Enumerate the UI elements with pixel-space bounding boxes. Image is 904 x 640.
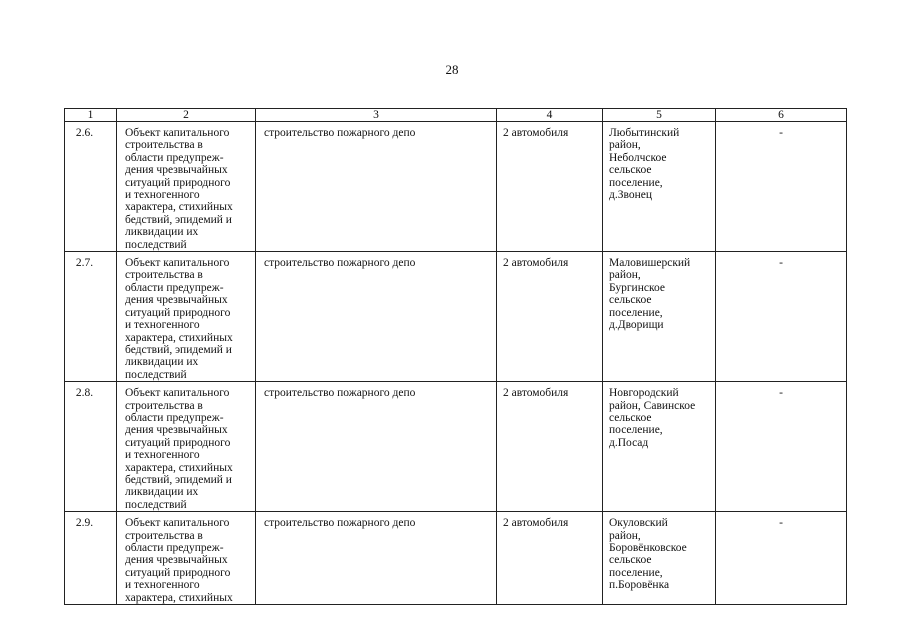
object-description-line: последствий: [125, 368, 187, 381]
location-line: поселение,: [609, 566, 663, 579]
location-line: д.Звонец: [609, 189, 653, 202]
object-description-line: характера, стихийных: [125, 201, 233, 214]
location: [603, 382, 716, 512]
table-row: [65, 252, 847, 382]
column-6-value: -: [716, 382, 847, 512]
quantity: 2 автомобиля: [497, 252, 603, 382]
object-description-line: ситуаций природного: [125, 566, 231, 579]
column-6-value: -: [716, 512, 847, 605]
table-row: [65, 382, 847, 512]
table-body: [65, 122, 847, 605]
location-line: поселение,: [609, 176, 663, 189]
object-description-line: ликвидации их: [125, 486, 199, 499]
object-description-line: строительства в: [125, 399, 203, 412]
object-description: [117, 252, 256, 382]
work-type: строительство пожарного депо: [256, 252, 497, 382]
work-type: строительство пожарного депо: [256, 122, 497, 252]
location-line: д.Посад: [609, 436, 649, 449]
object-description-line: строительства в: [125, 269, 203, 282]
object-description-line: области предупреж-: [125, 542, 224, 554]
object-description-line: ситуаций природного: [125, 306, 231, 319]
location-line: сельское: [609, 554, 652, 567]
location-line: Боровёнковское: [609, 542, 687, 554]
header-col-1: 1: [65, 109, 117, 122]
object-description-line: Объект капитального: [125, 127, 230, 139]
location-line: Окуловский: [609, 517, 668, 530]
location-line: Маловишерский: [609, 257, 691, 270]
table-row: [65, 512, 847, 605]
object-description-line: ситуаций природного: [125, 436, 231, 449]
object-description-line: области предупреж-: [125, 151, 224, 164]
location: [603, 122, 716, 252]
data-table: [64, 108, 847, 605]
header-col-6: 6: [716, 109, 847, 122]
object-description-line: Объект капитального: [125, 257, 230, 270]
header-col-5: 5: [603, 109, 716, 122]
object-description-line: строительства в: [125, 529, 203, 542]
object-description-line: характера, стихийных: [125, 331, 233, 344]
work-type: строительство пожарного депо: [256, 382, 497, 512]
object-description: [117, 382, 256, 512]
location-line: Бургинское: [609, 281, 665, 294]
object-description-line: последствий: [125, 498, 187, 511]
location-line: район,: [609, 529, 641, 542]
object-description-line: Объект капитального: [125, 387, 230, 400]
location-line: район, Савинское: [609, 399, 696, 412]
column-6-value: -: [716, 252, 847, 382]
location: [603, 252, 716, 382]
object-description-line: ситуаций природного: [125, 176, 231, 189]
location: [603, 512, 716, 605]
object-description: [117, 512, 256, 605]
location-line: д.Дворищи: [609, 319, 664, 332]
object-description-line: и техногенного: [125, 579, 200, 592]
quantity: 2 автомобиля: [497, 382, 603, 512]
header-col-3: 3: [256, 109, 497, 122]
object-description-line: и техногенного: [125, 449, 200, 462]
location-line: сельское: [609, 164, 652, 177]
object-description-line: и техногенного: [125, 319, 200, 332]
object-description: [117, 122, 256, 252]
row-number: 2.7.: [65, 252, 117, 382]
object-description-line: области предупреж-: [125, 281, 224, 294]
location-line: район,: [609, 269, 641, 282]
quantity: 2 автомобиля: [497, 512, 603, 605]
object-description-line: дения чрезвычайных: [125, 294, 228, 307]
object-description-line: ликвидации их: [125, 356, 199, 369]
table-row: [65, 122, 847, 252]
location-line: район,: [609, 139, 641, 152]
object-description-line: ликвидации их: [125, 226, 199, 239]
row-number: 2.9.: [65, 512, 117, 605]
object-description-line: последствий: [125, 238, 187, 251]
header-col-2: 2: [117, 109, 256, 122]
location-line: сельское: [609, 411, 652, 424]
object-description-line: дения чрезвычайных: [125, 424, 228, 437]
object-description-line: дения чрезвычайных: [125, 554, 228, 567]
location-line: Любытинский: [609, 127, 680, 139]
quantity: 2 автомобиля: [497, 122, 603, 252]
object-description-line: характера, стихийных: [125, 461, 233, 474]
object-description-line: строительства в: [125, 139, 203, 152]
location-line: Неболчское: [609, 151, 667, 164]
object-description-line: бедствий, эпидемий и: [125, 343, 232, 356]
location-line: п.Боровёнка: [609, 579, 670, 592]
object-description-line: Объект капитального: [125, 517, 230, 530]
work-type: строительство пожарного депо: [256, 512, 497, 605]
row-number: 2.6.: [65, 122, 117, 252]
object-description-line: бедствий, эпидемий и: [125, 473, 232, 486]
object-description-line: бедствий, эпидемий и: [125, 213, 232, 226]
object-description-line: характера, стихийных: [125, 591, 233, 604]
column-6-value: -: [716, 122, 847, 252]
row-number: 2.8.: [65, 382, 117, 512]
location-line: поселение,: [609, 424, 663, 437]
object-description-line: области предупреж-: [125, 411, 224, 424]
location-line: поселение,: [609, 306, 663, 319]
location-line: Новгородский: [609, 387, 679, 400]
location-line: сельское: [609, 294, 652, 307]
header-col-4: 4: [497, 109, 603, 122]
table-header-row: [65, 109, 847, 122]
object-description-line: и техногенного: [125, 189, 200, 202]
page-number: 28: [445, 62, 459, 77]
object-description-line: дения чрезвычайных: [125, 164, 228, 177]
